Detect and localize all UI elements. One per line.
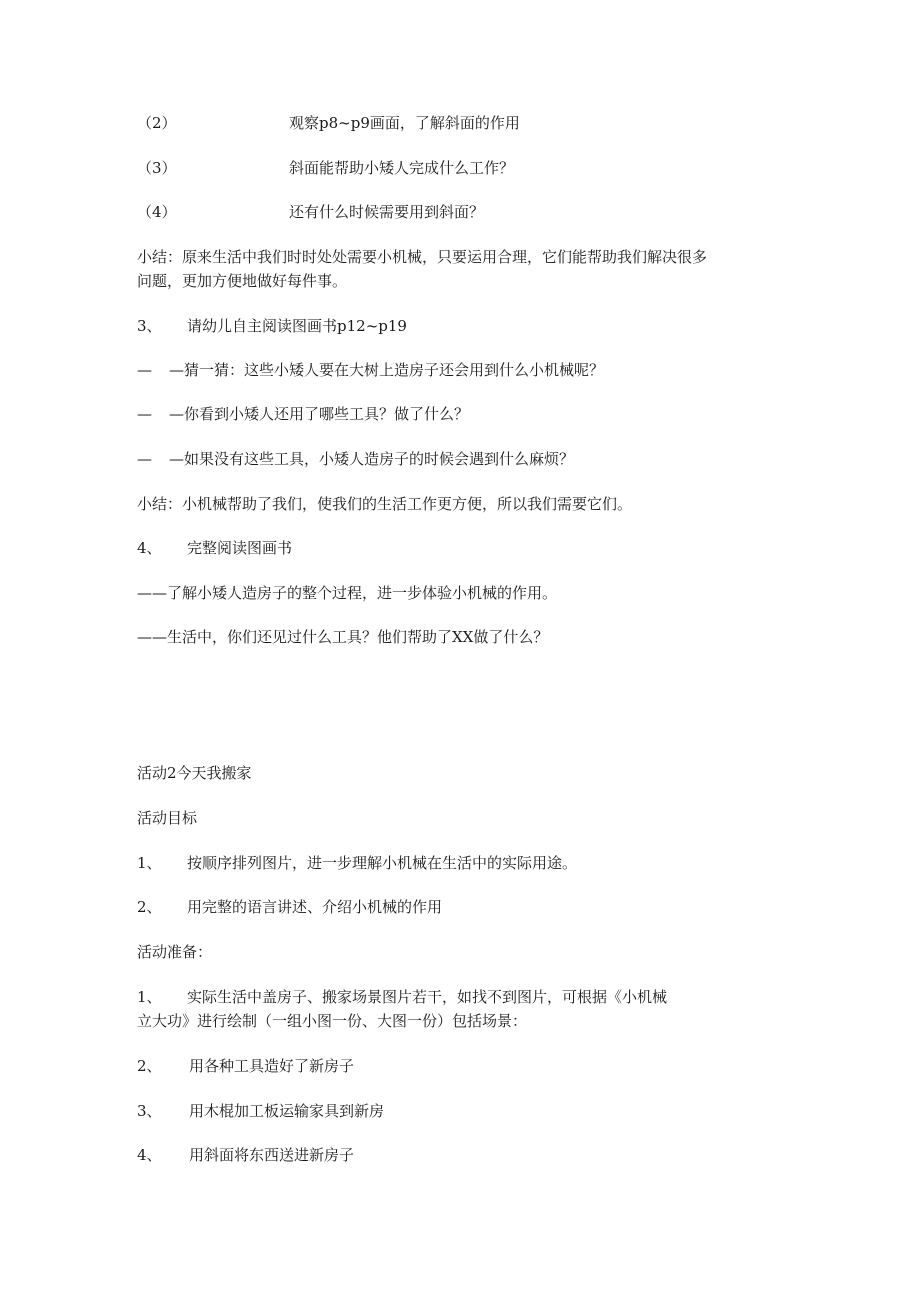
item-3 [137,156,514,180]
item-text: 斜面能帮助小矮人完成什么工作？ [289,159,515,177]
step4-line: ——生活中，你们还见过什么工具？他们帮助了XX做了什么？ [137,628,549,646]
goal-item [137,851,577,875]
question-text: —你看到小矮人还用了哪些工具？做了什么？ [169,405,470,423]
goal-number: 1、 [137,854,162,872]
step-text: 完整阅读图画书 [187,539,293,557]
summary-line: 小结：原来生活中我们时时处处需要小机械，只要运用合理，它们能帮助我们解决很多 [137,248,708,266]
goal-text: 用完整的语言讲述、介绍小机械的作用 [187,898,443,916]
prep-item-1-continued: 立大功》进行绘制（一组小图一份、大图一份）包括场景： [137,1012,528,1030]
step-text: 请幼儿自主阅读图画书p12~p19 [187,317,407,335]
prep-number: 4、 [137,1146,162,1164]
prep-heading: 活动准备： [137,943,213,961]
question-item [137,447,574,471]
prep-number: 1、 [137,988,162,1006]
question-text: —猜一猜：这些小矮人要在大树上造房子还会用到什么小机械呢？ [169,361,605,379]
dash-marker: — [137,405,152,423]
item-text: 观察p8~p9画面，了解斜面的作用 [289,114,520,132]
goal-item [137,895,442,919]
item-4 [137,200,484,224]
goals-heading: 活动目标 [137,809,198,827]
question-item [137,358,604,382]
prep-item-1 [137,985,667,1009]
item-number: （3） [137,159,177,177]
item-number: （2） [137,114,177,132]
goal-number: 2、 [137,898,162,916]
summary-paragraph [137,245,797,293]
dash-marker: — [137,450,152,468]
summary-line: 问题，更加方便地做好每件事。 [137,272,348,290]
item-2 [137,111,520,135]
step-number: 4、 [137,539,162,557]
activity-title: 活动2今天我搬家 [137,764,252,782]
prep-number: 2、 [137,1057,162,1075]
prep-item [137,1099,384,1123]
item-text: 还有什么时候需要用到斜面？ [289,203,485,221]
prep-text: 用木棍加工板运输家具到新房 [189,1102,385,1120]
step-4 [137,536,292,560]
goal-text: 按顺序排列图片，进一步理解小机械在生活中的实际用途。 [187,854,578,872]
prep-item [137,1054,354,1078]
prep-text: 实际生活中盖房子、搬家场景图片若干，如找不到图片，可根据《小机械 [187,988,668,1006]
item-number: （4） [137,203,177,221]
question-item [137,402,469,426]
step4-line: ——了解小矮人造房子的整个过程，进一步体验小机械的作用。 [137,584,558,602]
prep-text: 用斜面将东西送进新房子 [189,1146,355,1164]
step-number: 3、 [137,317,162,335]
summary-2: 小结：小机械帮助了我们，使我们的生活工作更方便，所以我们需要它们。 [137,495,633,513]
prep-text: 用各种工具造好了新房子 [189,1057,355,1075]
question-text: —如果没有这些工具，小矮人造房子的时候会遇到什么麻烦？ [169,450,575,468]
step-3 [137,314,407,338]
prep-item [137,1143,354,1167]
dash-marker: — [137,361,152,379]
prep-number: 3、 [137,1102,162,1120]
